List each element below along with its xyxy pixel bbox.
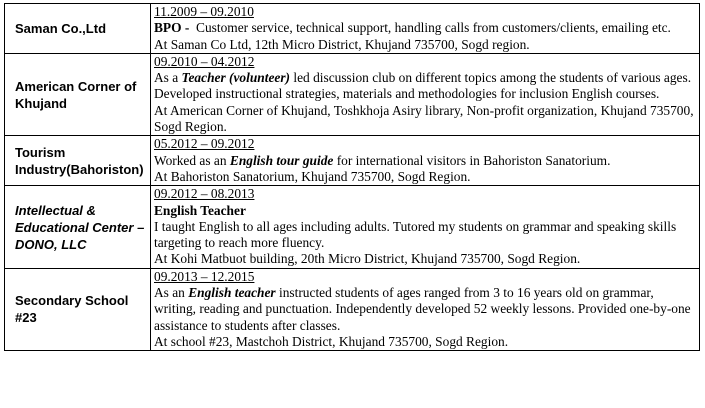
experience-details — [151, 186, 700, 268]
work-location: At school #23, Mastchoh District, Khujand 735700, Sogd Region. — [154, 333, 509, 349]
role-description: BPO - Customer service, technical support, handling calls from customers/clients, emailing etc. — [154, 20, 671, 36]
experience-details — [151, 4, 700, 54]
work-location: At Bahoriston Sanatorium, Khujand 735700, Sogd Region. — [154, 168, 471, 184]
experience-details — [151, 268, 700, 350]
experience-row — [5, 268, 700, 350]
experience-row — [5, 4, 700, 54]
organization-name: Tourism Industry(Bahoriston) — [5, 136, 151, 186]
role-description: As a Teacher (volunteer) led discussion club on different topics among the students of various ages. Developed instructional strategies, materials and methodologies for inclusion English courses. — [154, 70, 692, 102]
role-description: I taught English to all ages including adults. Tutored my students on grammar and speaking skills targeting to reach more fluency. — [154, 218, 677, 251]
experience-row — [5, 53, 700, 135]
organization-name: Secondary School #23 — [5, 268, 151, 350]
employment-period: 09.2013 – 12.2015 — [154, 268, 255, 284]
role-title: English teacher — [188, 285, 276, 301]
employment-period: 05.2012 – 09.2012 — [154, 136, 255, 152]
role-title: English tour guide — [229, 152, 334, 168]
work-location: At American Corner of Khujand, Toshkhoja Asiry library, Non-profit organization, Khujand 735700, Sogd Region. — [154, 102, 694, 135]
organization-name: Intellectual & Educational Center – DONO, LLC — [5, 186, 151, 268]
role-title: BPO - — [154, 20, 190, 36]
work-location: At Kohi Matbuot building, 20th Micro District, Khujand 735700, Sogd Region. — [154, 251, 581, 267]
role-title: Teacher (volunteer) — [181, 70, 291, 86]
role-description: Worked as an English tour guide for international visitors in Bahoriston Sanatorium. — [154, 152, 611, 168]
role-title: English Teacher — [154, 202, 246, 218]
experience-table — [4, 3, 700, 351]
employment-period: 11.2009 – 09.2010 — [154, 4, 254, 19]
experience-row — [5, 186, 700, 268]
employment-period: 09.2012 – 08.2013 — [154, 186, 255, 202]
experience-row — [5, 136, 700, 186]
role-description: As an English teacher instructed students of ages ranged from 3 to 16 years old on grammar, writing, reading and punctuation. Independently developed 52 weekly lessons. Provided one-by-one assistance to students after classes. — [154, 285, 691, 333]
experience-details — [151, 53, 700, 135]
organization-name: American Corner of Khujand — [5, 53, 151, 135]
employment-period: 09.2010 – 04.2012 — [154, 53, 255, 69]
work-location: At Saman Co Ltd, 12th Micro District, Khujand 735700, Sogd region. — [154, 36, 530, 52]
experience-details — [151, 136, 700, 186]
organization-name: Saman Co.,Ltd — [5, 4, 151, 54]
